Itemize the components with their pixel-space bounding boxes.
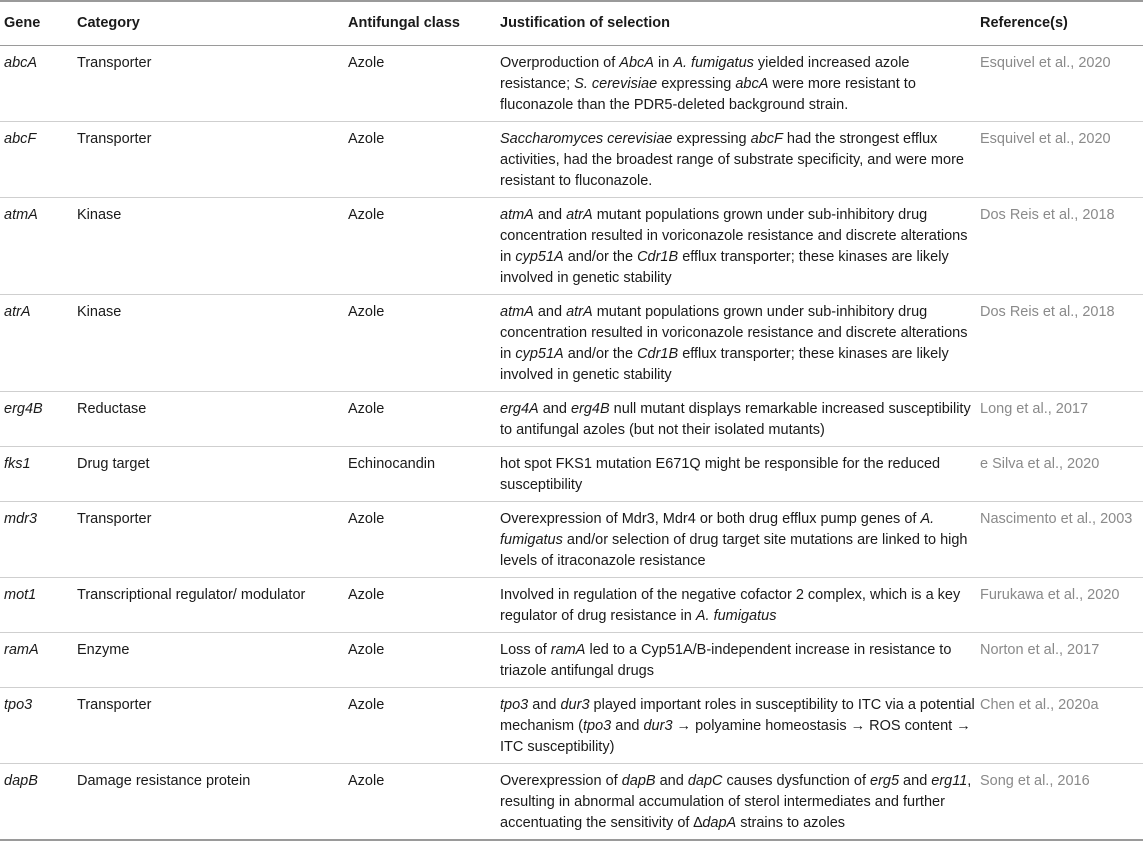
text-segment: expressing	[672, 131, 751, 147]
table-body	[0, 46, 1143, 841]
table-row	[0, 447, 1143, 502]
category-cell: Enzyme	[77, 633, 348, 688]
italic-term: tpo3	[500, 697, 529, 713]
justification-cell	[500, 295, 980, 392]
italic-term: atmA	[500, 304, 534, 320]
header-references: Reference(s)	[980, 1, 1143, 46]
gene-cell: atrA	[0, 295, 77, 392]
italic-term: erg4A	[500, 401, 539, 417]
justification-cell	[500, 578, 980, 633]
table-row	[0, 122, 1143, 198]
text-segment: yielded increased azole resistance;	[500, 55, 910, 92]
text-segment: Involved in regulation of the negative cofactor 2 complex, which is a key regulator of drug resistance in	[500, 587, 961, 624]
italic-term: AbcA	[619, 55, 654, 71]
header-justification: Justification of selection	[500, 1, 980, 46]
italic-term: dapA	[702, 815, 737, 831]
italic-term: tpo3	[583, 718, 612, 734]
text-segment: strains to azoles	[736, 815, 846, 831]
text-segment: mutant populations grown under sub-inhibitory drug concentration resulted in voriconazole resistance and discrete alterations in	[500, 207, 968, 265]
table-row	[0, 764, 1143, 841]
antifungal-class-cell: Azole	[348, 764, 500, 841]
italic-term: dur3	[643, 718, 673, 734]
text-segment: and	[899, 773, 932, 789]
antifungal-class-cell: Azole	[348, 122, 500, 198]
italic-term: ramA	[550, 642, 586, 658]
antifungal-class-cell: Azole	[348, 502, 500, 578]
header-gene: Gene	[0, 1, 77, 46]
justification-cell	[500, 46, 980, 122]
reference-cell: e Silva et al., 2020	[980, 447, 1143, 502]
reference-cell: Norton et al., 2017	[980, 633, 1143, 688]
antifungal-class-cell: Azole	[348, 633, 500, 688]
italic-term: Cdr1B	[637, 346, 679, 362]
text-segment: null mutant displays remarkable increased susceptibility to antifungal azoles (but not their isolated mutants)	[500, 401, 971, 438]
reference-cell: Dos Reis et al., 2018	[980, 295, 1143, 392]
text-segment: and	[528, 697, 561, 713]
text-segment: and	[611, 718, 644, 734]
table-row	[0, 578, 1143, 633]
table-row	[0, 392, 1143, 447]
category-cell: Drug target	[77, 447, 348, 502]
category-cell: Damage resistance protein	[77, 764, 348, 841]
justification-cell	[500, 122, 980, 198]
justification-cell	[500, 764, 980, 841]
table-row	[0, 198, 1143, 295]
category-cell: Transporter	[77, 46, 348, 122]
reference-cell: Chen et al., 2020a	[980, 688, 1143, 764]
italic-term: cyp51A	[515, 249, 564, 265]
table-row	[0, 46, 1143, 122]
italic-term: S. cerevisiae	[574, 76, 658, 92]
italic-term: cyp51A	[515, 346, 564, 362]
italic-term: dapB	[621, 773, 656, 789]
antifungal-class-cell: Azole	[348, 578, 500, 633]
category-cell: Transcriptional regulator/ modulator	[77, 578, 348, 633]
justification-cell	[500, 688, 980, 764]
justification-cell	[500, 633, 980, 688]
text-segment: and	[533, 207, 567, 223]
table-row	[0, 502, 1143, 578]
text-segment: led to a Cyp51A/B-independent increase in resistance to triazole antifungal drugs	[500, 642, 952, 679]
italic-term: erg4B	[570, 401, 610, 417]
italic-term: abcF	[750, 131, 783, 147]
italic-term: abcA	[735, 76, 769, 92]
text-segment: and/or selection of drug target site mutations are linked to high levels of itraconazole resistance	[500, 532, 968, 569]
text-segment: efflux transporter; these kinases are likely involved in genetic stability	[500, 346, 949, 383]
antifungal-class-cell: Echinocandin	[348, 447, 500, 502]
category-cell: Transporter	[77, 502, 348, 578]
text-segment: mutant populations grown under sub-inhibitory drug concentration resulted in voriconazole resistance and discrete alterations in	[500, 304, 968, 362]
table-row	[0, 633, 1143, 688]
reference-cell: Furukawa et al., 2020	[980, 578, 1143, 633]
gene-cell: fks1	[0, 447, 77, 502]
text-segment: causes dysfunction of	[722, 773, 870, 789]
gene-cell: abcF	[0, 122, 77, 198]
text-segment: Overexpression of	[500, 773, 622, 789]
text-segment: had the strongest efflux activities, had the broadest range of substrate specificity, and were more resistant to fluconazole.	[500, 131, 964, 189]
category-cell: Transporter	[77, 688, 348, 764]
text-segment: expressing	[657, 76, 736, 92]
text-segment: and/or the	[563, 249, 638, 265]
italic-term: atrA	[566, 207, 593, 223]
table-row	[0, 688, 1143, 764]
justification-cell	[500, 198, 980, 295]
text-segment: efflux transporter; these kinases are likely involved in genetic stability	[500, 249, 949, 286]
reference-cell: Nascimento et al., 2003	[980, 502, 1143, 578]
italic-term: erg5	[870, 773, 900, 789]
reference-cell: Esquivel et al., 2020	[980, 46, 1143, 122]
italic-term: dur3	[560, 697, 590, 713]
text-segment: in	[653, 55, 674, 71]
reference-cell: Dos Reis et al., 2018	[980, 198, 1143, 295]
italic-term: A. fumigatus	[673, 55, 754, 71]
table-header	[0, 1, 1143, 46]
antifungal-class-cell: Azole	[348, 295, 500, 392]
text-segment: were more resistant to fluconazole than the PDR5-deleted background strain.	[500, 76, 916, 113]
justification-cell	[500, 447, 980, 502]
text-segment: and/or the	[563, 346, 638, 362]
gene-cell: atmA	[0, 198, 77, 295]
antifungal-class-cell: Azole	[348, 198, 500, 295]
reference-cell: Song et al., 2016	[980, 764, 1143, 841]
antifungal-class-cell: Azole	[348, 392, 500, 447]
header-antifungal-class: Antifungal class	[348, 1, 500, 46]
header-category: Category	[77, 1, 348, 46]
italic-term: A. fumigatus	[695, 608, 777, 624]
italic-term: erg11	[931, 773, 968, 789]
italic-term: atmA	[500, 207, 534, 223]
gene-cell: mdr3	[0, 502, 77, 578]
text-segment: and	[533, 304, 567, 320]
header-row	[0, 1, 1143, 46]
category-cell: Reductase	[77, 392, 348, 447]
italic-term: A. fumigatus	[500, 511, 935, 548]
reference-cell: Esquivel et al., 2020	[980, 122, 1143, 198]
justification-cell	[500, 502, 980, 578]
table-row	[0, 295, 1143, 392]
text-segment: Overproduction of	[500, 55, 620, 71]
gene-cell: dapB	[0, 764, 77, 841]
text-segment: → polyamine homeostasis → ROS content → ITC susceptibility)	[500, 718, 971, 755]
reference-cell: Long et al., 2017	[980, 392, 1143, 447]
italic-term: dapC	[687, 773, 723, 789]
gene-cell: ramA	[0, 633, 77, 688]
antifungal-class-cell: Azole	[348, 46, 500, 122]
gene-cell: erg4B	[0, 392, 77, 447]
gene-cell: tpo3	[0, 688, 77, 764]
text-segment: hot spot FKS1 mutation E671Q might be responsible for the reduced susceptibility	[500, 456, 941, 493]
justification-cell	[500, 392, 980, 447]
category-cell: Kinase	[77, 295, 348, 392]
gene-cell: abcA	[0, 46, 77, 122]
italic-term: Cdr1B	[637, 249, 679, 265]
text-segment: Loss of	[500, 642, 551, 658]
italic-term: Saccharomyces cerevisiae	[500, 131, 673, 147]
text-segment: and	[538, 401, 571, 417]
text-segment: , resulting in abnormal accumulation of sterol intermediates and further accentuating the sensitivity of ∆	[500, 773, 972, 831]
text-segment: and	[655, 773, 688, 789]
text-segment: played important roles in susceptibility to ITC via a potential mechanism (	[500, 697, 975, 734]
category-cell: Kinase	[77, 198, 348, 295]
gene-cell: mot1	[0, 578, 77, 633]
text-segment: Overexpression of Mdr3, Mdr4 or both drug efflux pump genes of	[500, 511, 921, 527]
antifungal-class-cell: Azole	[348, 688, 500, 764]
category-cell: Transporter	[77, 122, 348, 198]
italic-term: atrA	[566, 304, 593, 320]
